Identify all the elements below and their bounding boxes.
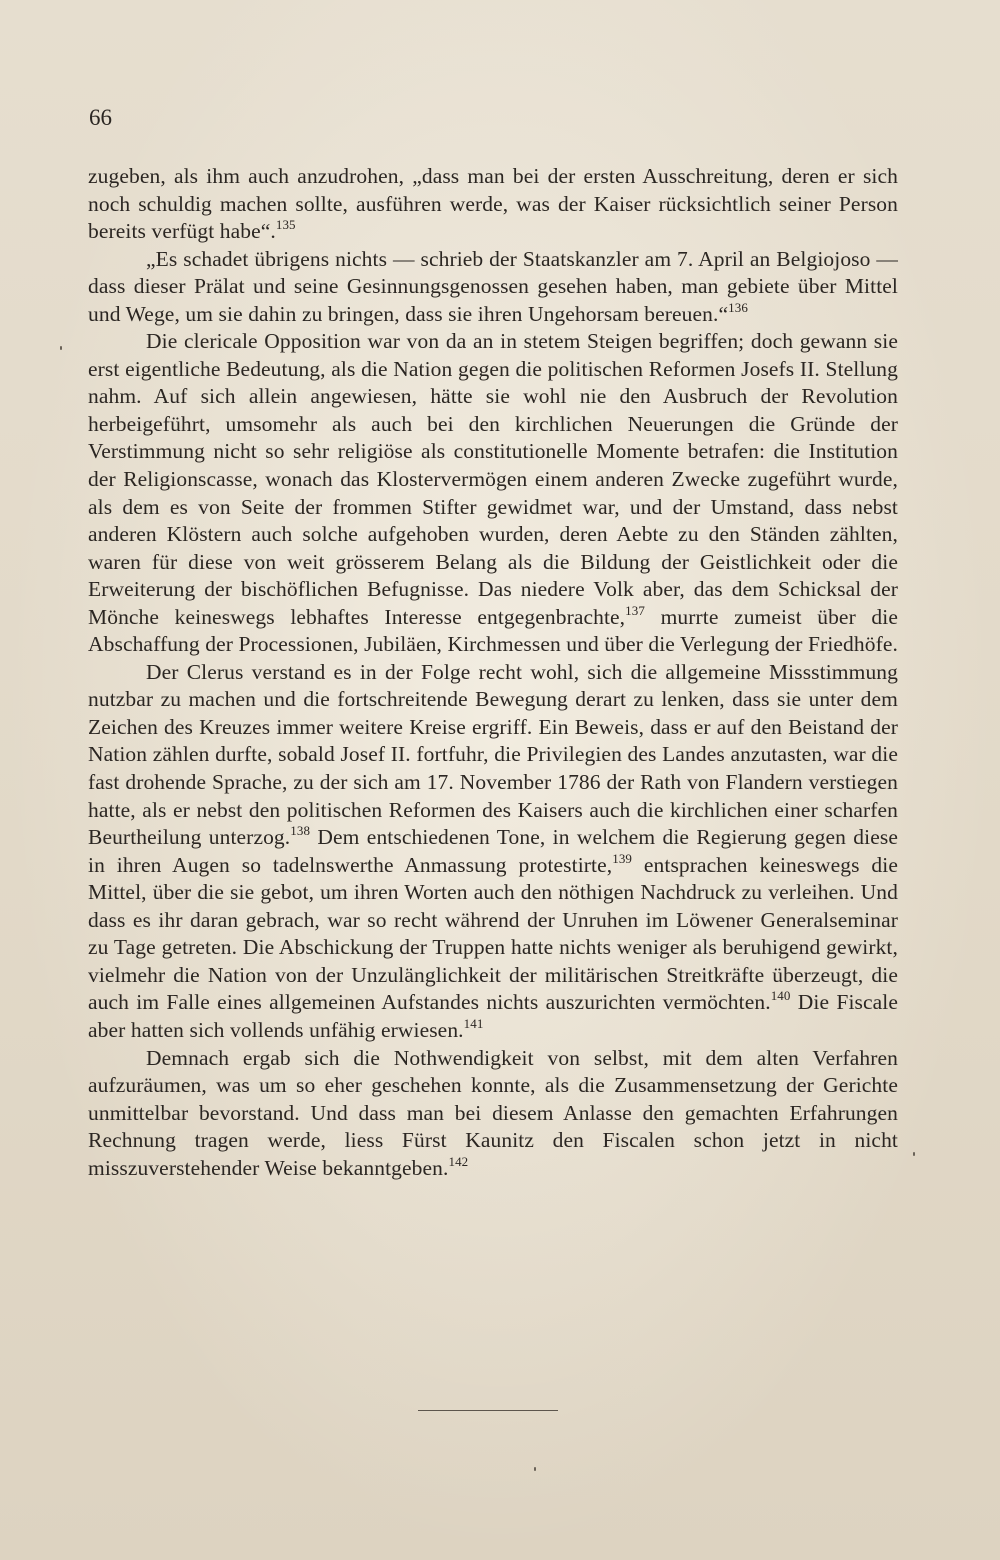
paragraph <box>88 1045 898 1183</box>
text-run: zugeben, als ihm auch anzudrohen, „dass man bei der ersten Ausschreitung, deren er sich noch schuldig machen sollte, ausführen werde, was der Kaiser rücksichtlich seiner Person bereits verfügt habe“. <box>88 164 898 244</box>
text-run: murrte zumeist über die Abschaffung der Processionen, Jubiläen, Kirchmessen und über die Verlegung der Friedhöfe. <box>88 604 898 657</box>
footnote-reference: 135 <box>275 216 296 232</box>
print-speck <box>60 346 62 350</box>
text-run: entsprachen keineswegs die Mittel, über die sie gebot, um ihren Worten auch den nöthigen Nachdruck zu verleihen. Und dass es ihr daran gebrach, war so recht während der Unruhen im Löwener Generalseminar zu Tage getreten. Die Abschickung der Truppen hatte nichts weniger als beruhigend gewirkt, vielmehr die Nation von der Unzulänglichkeit der militärischen Streitkräfte überzeugt, die auch im Falle eines allgemeinen Aufstandes nichts auszurichten vermöchten. <box>88 852 898 1015</box>
text-run: Dem entschiedenen Tone, in welchem die Regierung gegen diese in ihren Augen so tadelnswerthe Anmassung protestirte, <box>88 825 898 877</box>
print-speck <box>913 1152 915 1156</box>
footnote-reference: 138 <box>290 822 311 838</box>
footnote-reference: 137 <box>625 602 645 618</box>
paragraph <box>88 328 898 659</box>
text-run: Demnach ergab sich die Nothwendigkeit von selbst, mit dem alten Verfahren aufzuräumen, was um so eher geschehen konnte, als die Zusammensetzung der Gerichte unmittelbar bevorstand. Und dass man bei diesem Anlasse den gemachten Erfahrungen Rechnung tragen werde, liess Fürst Kaunitz den Fiscalen schon jetzt in nicht misszuverstehender Weise bekanntgeben. <box>88 1045 898 1180</box>
footnote-separator-rule <box>418 1410 558 1411</box>
paragraph <box>88 246 898 329</box>
text-run: „Es schadet übrigens nichts — schrieb der Staatskanzler am 7. April an Belgiojoso — dass dieser Prälat und seine Gesinnungsgenossen gesehen haben, man gebiete über Mittel und Wege, um sie dahin zu bringen, dass sie ihren Ungehorsam bereuen.“ <box>88 246 898 326</box>
footnote-reference: 139 <box>612 850 633 866</box>
text-run: Die Fiscale aber hatten sich vollends unfähig erwiesen. <box>88 990 898 1042</box>
body-text <box>88 163 898 1182</box>
footnote-reference: 136 <box>728 299 748 315</box>
text-run: Die clericale Opposition war von da an in stetem Steigen begriffen; doch gewann sie erst eigentliche Bedeutung, als die Nation gegen die politischen Reformen Josefs II. Stellung nahm. Auf sich allein angewiesen, hätte sie wohl nie den Ausbruch der Revolution herbeigeführt, umsomehr als auch bei den kirchlichen Neuerungen die Gründe der Verstimmung nicht so sehr religiöse als constitutionelle Momente betrafen: die Institution der Religionscasse, wonach das Klostervermögen einem anderen Zwecke zugeführt wurde, als dem es von Seite der frommen Stifter gewidmet war, und der Umstand, dass nebst anderen Klöstern auch solche aufgehoben wurden, deren Aebte zu den Ständen zählten, waren für diese von weit grösserem Belang als die Bildung der Geistlichkeit oder die Erweiterung der bischöflichen Befugnisse. Das niedere Volk aber, das dem Schicksal der Mönche keineswegs lebhaftes Interesse entgegenbrachte, <box>88 329 898 629</box>
footnote-reference: 140 <box>770 988 791 1004</box>
footnote-reference: 141 <box>463 1015 484 1031</box>
footnote-reference: 142 <box>448 1153 469 1169</box>
page-number: 66 <box>89 105 112 130</box>
paragraph <box>88 163 898 246</box>
print-speck <box>534 1467 536 1471</box>
paragraph <box>88 659 898 1045</box>
text-run: Der Clerus verstand es in der Folge recht wohl, sich die allgemeine Missstimmung nutzbar zu machen und die fortschreitende Bewegung derart zu lenken, dass sie unter dem Zeichen des Kreuzes immer weitere Kreise ergriff. Ein Beweis, dass er auf den Beistand der Nation zählen durfte, sobald Josef II. fortfuhr, die Privilegien des Landes anzutasten, war die fast drohende Sprache, zu der sich am 17. November 1786 der Rath von Flandern verstiegen hatte, als er nebst den politischen Reformen des Kaisers auch die kirchlichen einer scharfen Beurtheilung unterzog. <box>88 659 898 850</box>
